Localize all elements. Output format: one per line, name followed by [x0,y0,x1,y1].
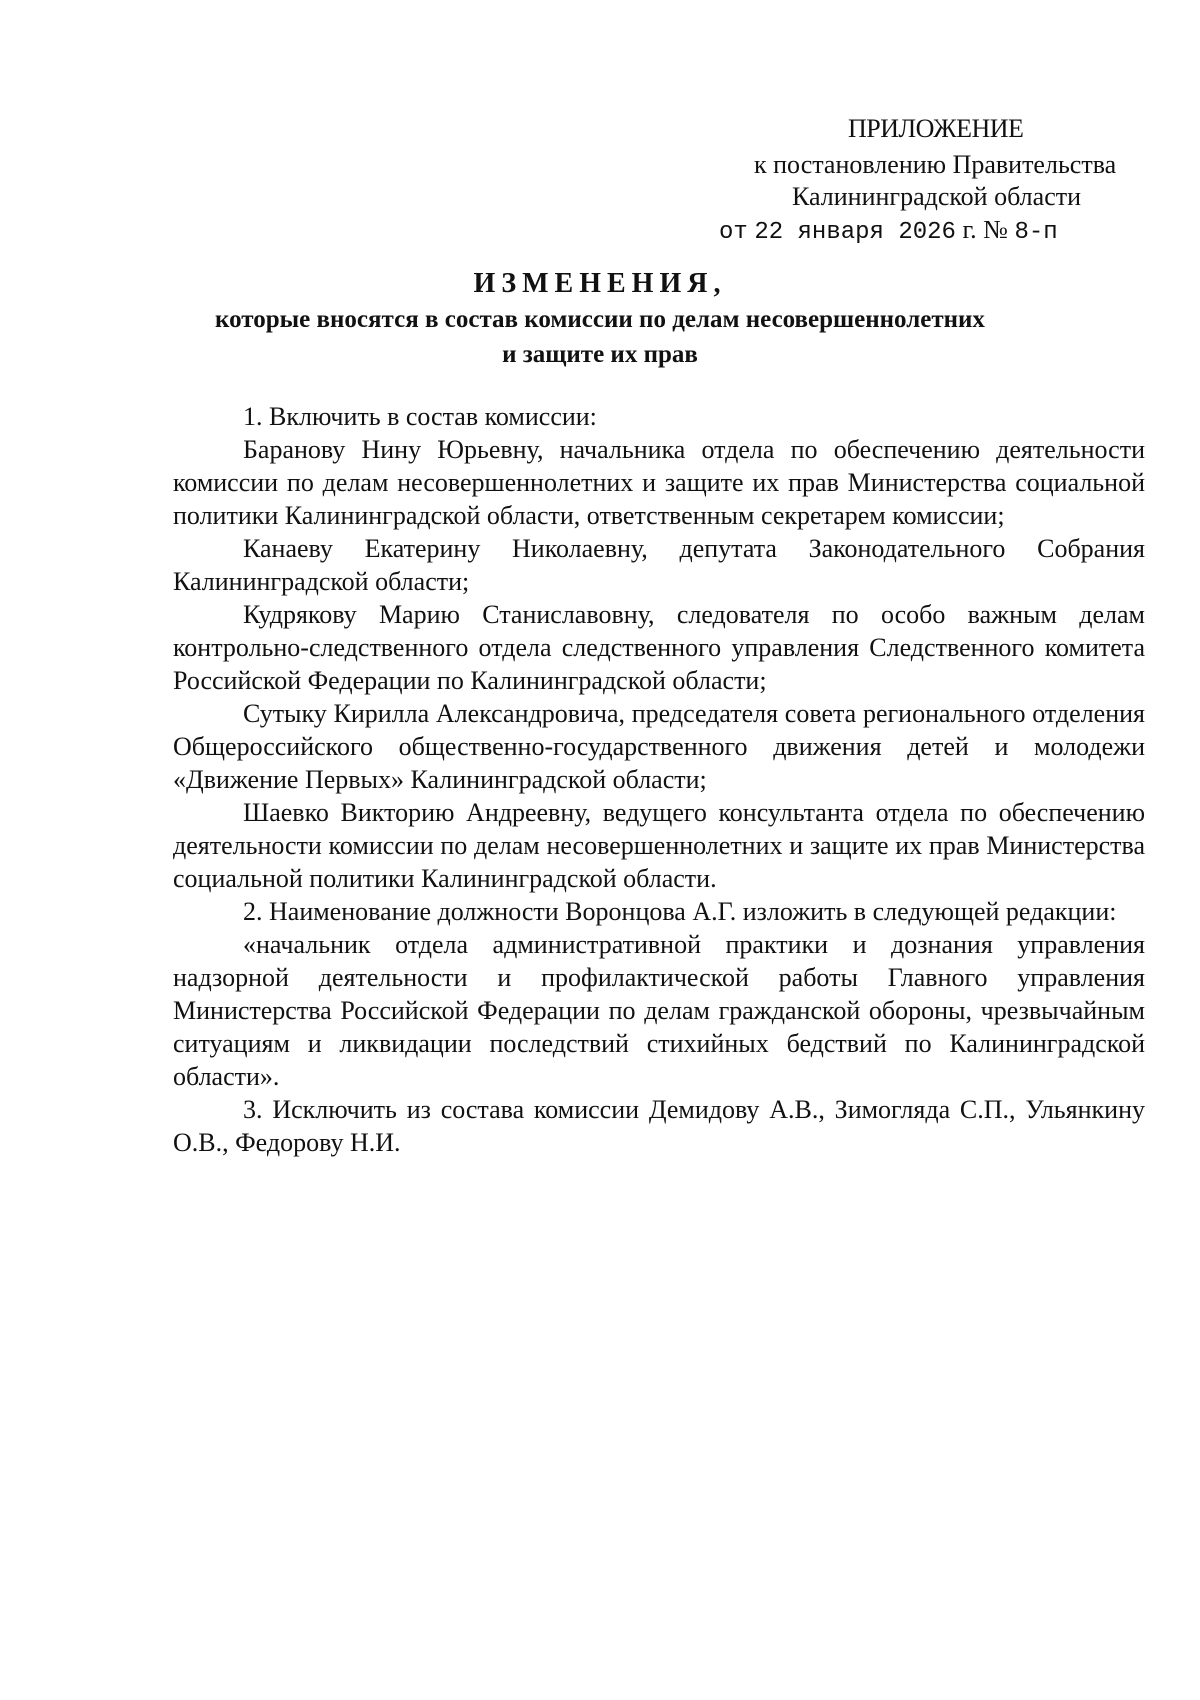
appendix-region: Калининградской области [792,182,1082,211]
date-year-suffix: г. № [962,215,1008,244]
paragraph-kanaeva: Канаеву Екатерину Николаевну, депутата Законодательного Собрания Калининградской области; [173,534,1145,596]
appendix-reference: к постановлению Правительства [754,150,1117,179]
paragraph-sutyka: Сутыку Кирилла Александровича, председателя совета регионального отделения Общероссийского общественно-государственного движения детей и молодежи «Движение Первых» Калининградской области; [173,699,1145,794]
document-subtitle-line1: которые вносятся в состав комиссии по делам несовершеннолетних [215,306,985,333]
appendix-date-line [719,213,1058,250]
document-body [173,400,1145,1159]
paragraph-position-text: «начальник отдела административной практики и дознания управления надзорной деятельности и профилактической работы Главного управления Министерства Российской Федерации по делам гражданской обороны, чрезвычайным ситуациям и ликвидации последствий стихийных бедствий по Калининградской области». [173,930,1145,1091]
paragraph-exclude: 3. Исключить из состава комиссии Демидову А.В., Зимогляда С.П., Ульянкину О.В., Федорову Н.И. [173,1095,1145,1157]
paragraph-baranova: Баранову Нину Юрьевну, начальника отдела по обеспечению деятельности комиссии по делам несовершеннолетних и защите их прав Министерства социальной политики Калининградской области, ответственным секретарем комиссии; [173,435,1145,530]
date-prefix: от [719,219,748,246]
appendix-label: ПРИЛОЖЕНИЕ [848,114,1024,143]
document-title: ИЗМЕНЕНИЯ, [473,268,727,299]
paragraph-kudryakova: Кудрякову Марию Станиславовну, следователя по особо важным делам контрольно-следственного отдела следственного управления Следственного комитета Российской Федерации по Калининградской области; [173,600,1145,695]
paragraph-include-heading: 1. Включить в состав комиссии: [243,402,597,431]
document-subtitle-line2: и защите их прав [502,341,698,368]
document-number: 8-п [1014,219,1058,246]
date-value: 22 января 2026 [754,219,956,246]
paragraph-shaevko: Шаевко Викторию Андреевну, ведущего консультанта отдела по обеспечению деятельности комиссии по делам несовершеннолетних и защите их прав Министерства социальной политики Калининградской области. [173,798,1145,893]
paragraph-position-change: 2. Наименование должности Воронцова А.Г. изложить в следующей редакции: [243,897,1117,926]
